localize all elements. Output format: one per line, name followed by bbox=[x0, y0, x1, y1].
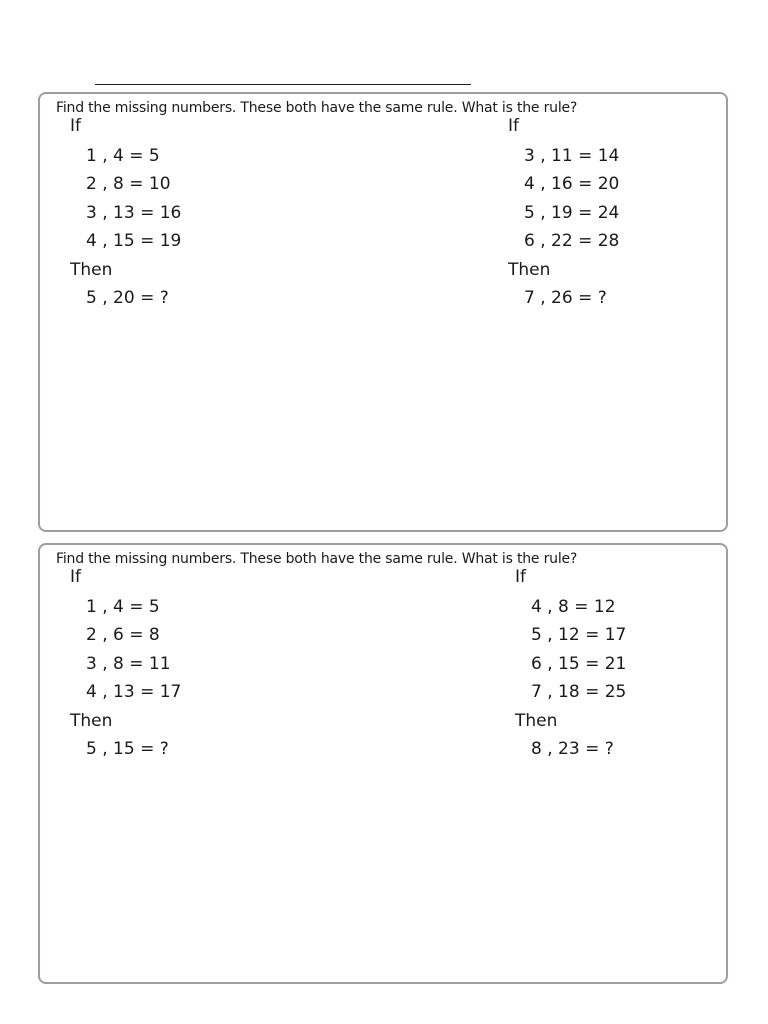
equation: 4 , 16 = 20 bbox=[524, 174, 620, 194]
equation: 6 , 15 = 21 bbox=[531, 654, 627, 674]
equation: 4 , 15 = 19 bbox=[86, 231, 182, 251]
instruction-text: Find the missing numbers. These both have the same rule. What is the rule? bbox=[56, 100, 578, 116]
equation: 5 , 19 = 24 bbox=[524, 203, 620, 223]
question-equation: 5 , 20 = ? bbox=[86, 288, 169, 308]
equation: 6 , 22 = 28 bbox=[524, 231, 620, 251]
equation: 1 , 4 = 5 bbox=[86, 146, 160, 166]
then-label: Then bbox=[70, 711, 113, 731]
if-label: If bbox=[70, 116, 81, 136]
if-label: If bbox=[70, 567, 81, 587]
equation: 4 , 13 = 17 bbox=[86, 682, 182, 702]
equation: 1 , 4 = 5 bbox=[86, 597, 160, 617]
equation: 2 , 6 = 8 bbox=[86, 625, 160, 645]
equation: 3 , 13 = 16 bbox=[86, 203, 182, 223]
equation: 3 , 8 = 11 bbox=[86, 654, 171, 674]
equation: 3 , 11 = 14 bbox=[524, 146, 620, 166]
instruction-text: Find the missing numbers. These both have the same rule. What is the rule? bbox=[56, 551, 578, 567]
then-label: Then bbox=[508, 260, 551, 280]
equation: 2 , 8 = 10 bbox=[86, 174, 171, 194]
question-equation: 7 , 26 = ? bbox=[524, 288, 607, 308]
equation: 7 , 18 = 25 bbox=[531, 682, 627, 702]
problem-card-1 bbox=[38, 92, 728, 532]
problem-card-2 bbox=[38, 543, 728, 984]
question-equation: 8 , 23 = ? bbox=[531, 739, 614, 759]
equation: 5 , 12 = 17 bbox=[531, 625, 627, 645]
if-label: If bbox=[515, 567, 526, 587]
question-equation: 5 , 15 = ? bbox=[86, 739, 169, 759]
if-label: If bbox=[508, 116, 519, 136]
name-line bbox=[95, 84, 471, 85]
then-label: Then bbox=[515, 711, 558, 731]
then-label: Then bbox=[70, 260, 113, 280]
equation: 4 , 8 = 12 bbox=[531, 597, 616, 617]
